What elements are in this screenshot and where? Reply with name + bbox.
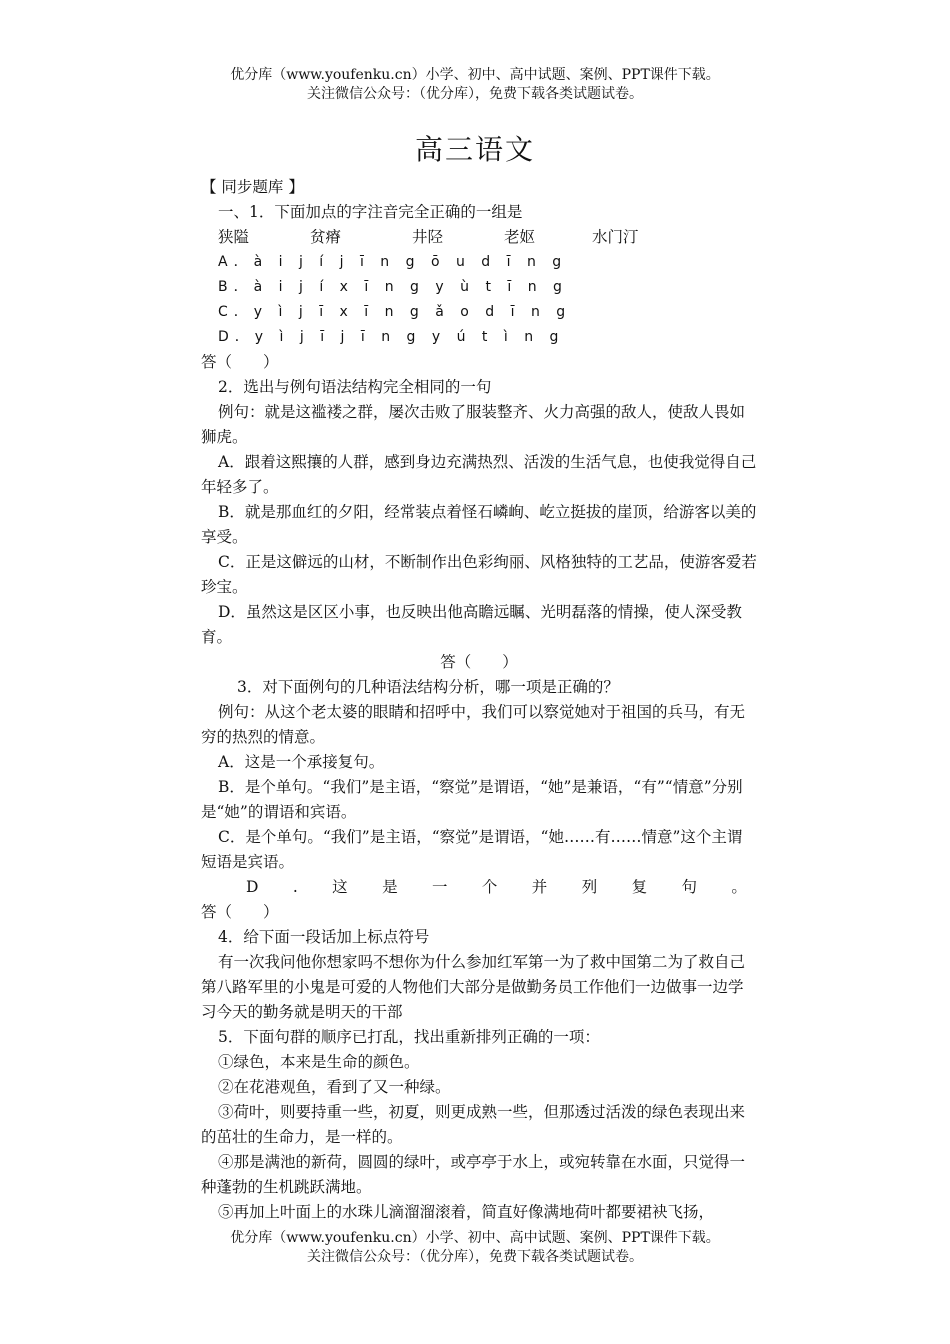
- q1-stem: 一、1．下面加点的字注音完全正确的一组是: [218, 203, 523, 221]
- document-body: [201, 175, 757, 1225]
- q1-word: 井陉: [412, 228, 444, 246]
- q2-option-b: B．就是那血红的夕阳，经常装点着怪石嶙峋、屹立挺拔的崖顶，给游客以美的享受。: [201, 503, 757, 546]
- q1-word: 老妪: [504, 228, 536, 246]
- q4-stem: 4．给下面一段话加上标点符号: [218, 928, 430, 946]
- q3-option-d-char: 并: [531, 878, 548, 896]
- q3-answer: 答（ ）: [201, 903, 279, 921]
- q2-option-d: D．虽然这是区区小事，也反映出他高瞻远瞩、光明磊落的情操，使人深受教育。: [201, 603, 742, 646]
- header-line-2: 关注微信公众号：（优分库），免费下载各类试题试卷。: [307, 86, 643, 102]
- q5-item-5: ⑤再加上叶面上的水珠儿滴溜溜滚着，简直好像满地荷叶都要裙袂飞扬，: [218, 1203, 715, 1221]
- q1-word: 贫瘠: [310, 228, 342, 246]
- page-footer: [0, 1229, 950, 1267]
- q3-example: 例句：从这个老太婆的眼睛和招呼中，我们可以察觉她对于祖国的兵马，有无穷的热烈的情意。: [201, 703, 746, 746]
- q2-example: 例句：就是这褴褛之群，屡次击败了服装整齐、火力高强的敌人，使敌人畏如狮虎。: [201, 403, 746, 446]
- q1-option-c: C．y ì j ī x ī n g ǎ o d ī n g: [218, 304, 572, 320]
- q1-option-d: D．y ì j ī j ī n g y ú t ì n g: [218, 329, 565, 345]
- q3-option-d-char: 个: [481, 878, 498, 896]
- q3-option-d-char: 。: [731, 878, 747, 896]
- q5-item-1: ①绿色，本来是生命的颜色。: [218, 1053, 420, 1071]
- q3-option-c: C．是个单句。“我们”是主语，“察觉”是谓语，“她……有……情意”这个主谓短语是宾语。: [201, 828, 743, 871]
- q3-option-d-char: D: [246, 878, 259, 896]
- q5-item-3: ③荷叶，则要持重一些，初夏，则更成熟一些，但那透过活泼的绿色表现出来的茁壮的生命力，是一样的。: [201, 1103, 746, 1146]
- q2-option-c: C．正是这僻远的山材，不断制作出色彩绚丽、风格独特的工艺品，使游客爱若珍宝。: [201, 553, 757, 596]
- q5-stem: 5．下面句群的顺序已打乱，找出重新排列正确的一项：: [218, 1028, 600, 1046]
- page-title: 高三语文: [414, 133, 535, 166]
- q3-option-d-char: 列: [581, 878, 598, 896]
- q3-option-d: [201, 875, 757, 900]
- q1-answer: 答（ ）: [201, 353, 279, 371]
- q1-word: 狭隘: [218, 228, 250, 246]
- q2-answer: 答（ ）: [440, 653, 518, 671]
- footer-line-2: 关注微信公众号：（优分库），免费下载各类试题试卷。: [307, 1249, 643, 1265]
- q3-option-d-char: 复: [631, 878, 648, 896]
- q3-option-d-char: .: [292, 878, 298, 896]
- q3-stem: 3．对下面例句的几种语法结构分析，哪一项是正确的？: [237, 678, 619, 696]
- footer-line-1: 优分库（www.youfenku.cn）小学、初中、高中试题、案例、PPT课件下载。: [230, 1230, 720, 1246]
- q1-option-b: B．à i j í x ī n g y ù t ī n g: [218, 279, 568, 295]
- q3-option-d-char: 是: [382, 878, 398, 896]
- q2-stem: 2．选出与例句语法结构完全相同的一句: [218, 378, 492, 396]
- q1-option-a: A．à i j í j ī n g ō u d ī n g: [218, 254, 568, 270]
- header-line-1: 优分库（www.youfenku.cn）小学、初中、高中试题、案例、PPT课件下载。: [230, 67, 720, 83]
- q1-word-list: [201, 225, 757, 250]
- q5-item-2: ②在花港观鱼，看到了又一种绿。: [218, 1078, 451, 1096]
- q1-word: 水门汀: [592, 228, 639, 246]
- q3-option-d-char: 句: [681, 878, 698, 896]
- q3-option-d-char: 一: [431, 878, 448, 896]
- q3-option-a: A．这是一个承接复句。: [218, 753, 385, 771]
- q2-option-a: A．跟着这熙攘的人群，感到身边充满热烈、活泼的生活气息，也使我觉得自己年轻多了。: [201, 453, 757, 496]
- q5-item-4: ④那是满池的新荷，圆圆的绿叶，或亭亭于水上，或宛转靠在水面，只觉得一种蓬勃的生机跳跃满地。: [201, 1153, 746, 1196]
- q4-text: 有一次我问他你想家吗不想你为什么参加红军第一为了救中国第二为了救自己第八路军里的小鬼是可爱的人物他们大部分是做勤务员工作他们一边做事一边学习今天的勤务就是明天的干部: [201, 953, 746, 1021]
- q3-option-b: B．是个单句。“我们”是主语，“察觉”是谓语，“她”是兼语，“有”“情意”分别是“她”的谓语和宾语。: [201, 778, 743, 821]
- page-header: [0, 66, 950, 104]
- section-label: 【 同步题库 】: [201, 178, 304, 196]
- q3-option-d-char: 这: [332, 878, 348, 896]
